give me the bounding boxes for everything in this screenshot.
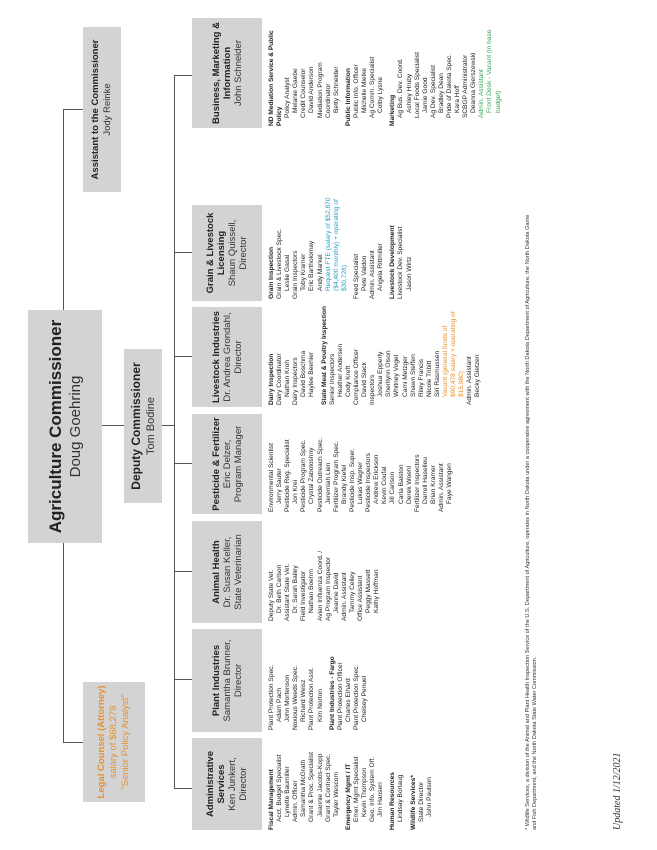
division-role: Program Manager (232, 425, 244, 503)
staff-entry: Emer. Mgmt Specialist (352, 756, 360, 822)
staff-entry: Sherilynn Olson (385, 350, 393, 397)
staff-entry: Samantha McGrath (300, 759, 308, 817)
staff-entry: Ashley Hruby (405, 73, 413, 113)
staff-entry: Leslie Gasal (284, 254, 292, 291)
staff-entry: Heather Andersen (336, 343, 344, 397)
division-title: Plant Industries (210, 644, 222, 717)
connector-div-1 (174, 679, 192, 680)
staff-entry: Jason Wirtz (405, 256, 413, 291)
division-role: State Veterinarian (232, 534, 244, 610)
staff-entry: Darrell Haselleu (421, 457, 429, 504)
fte-request-note: Request FTE (salary of $52,870 ($4,400 monthly) + operating of $30,728) (324, 197, 348, 291)
staff-entry: Pride of Dakota Spec. (445, 53, 453, 118)
staff-entry: Ag Comm. Specialist (369, 56, 377, 118)
division-head: Ken Junkert, (227, 757, 238, 811)
deputy-title: Deputy Commissioner (128, 362, 143, 490)
connector-top-horizontal-right (63, 110, 64, 310)
connector-assistant-drop (63, 109, 83, 110)
staff-entry: Kevin Coufal (381, 466, 389, 504)
deputy-name: Tom Bodine (144, 396, 157, 456)
staff-entry: Noxious Weeds Spec. (292, 665, 300, 730)
section-heading: Emergency Mgmt / IT (344, 763, 352, 830)
division-head: John Schneider (232, 39, 244, 107)
division-livestock-industries (192, 307, 262, 407)
staff-entry: Brian Kramer (429, 465, 437, 504)
assistant-box (83, 27, 121, 192)
staff-entry: Public Info. Officer (352, 64, 360, 118)
staff-entry: Plant Protection Officer (336, 662, 344, 730)
staff-entry: Mediation Program (316, 62, 324, 118)
staff-entry: Admin. Assistant (369, 250, 377, 299)
staff-entry: Admin. Assistant (437, 463, 445, 512)
staff-entry: Grant & Proc. Specialist (308, 752, 316, 822)
staff-entry: Kathy Hoffman (373, 569, 381, 613)
staff-entry: Riley Francis (417, 358, 425, 397)
division-role: Director (232, 663, 244, 698)
staff-entry: Bradley Dean (437, 73, 445, 113)
staff-entry: Lukas Wagner (357, 461, 365, 504)
pesticide-staff-list (268, 408, 454, 512)
staff-entry: Cody Kreft (344, 365, 352, 397)
staff-entry: Pete Valdon (361, 255, 369, 291)
staff-entry: Pesticide Inspectors (365, 452, 373, 512)
staff-entry: Joshua Epperly (377, 351, 385, 397)
commissioner-box (28, 310, 102, 543)
staff-entry: Plant Protection Spec. (352, 664, 360, 730)
staff-entry: Kevin Thompson (361, 767, 369, 817)
staff-entry: Inspectors (369, 374, 377, 405)
staff-entry: Jon Krei (292, 479, 300, 504)
commissioner-title: Agriculture Commissioner (46, 319, 65, 534)
section-heading: State Meat & Poultry Inspection (320, 306, 328, 405)
division-role: Director (238, 236, 249, 270)
staff-entry: Colby Lysne (377, 76, 385, 113)
staff-entry: John Paulson (425, 777, 433, 817)
division-role: Director (232, 340, 244, 374)
section-heading: Dairy Inspection (268, 353, 275, 405)
staff-entry: Faye Wangen (446, 463, 454, 504)
updated-date: Updated 1/12/2021 (612, 752, 623, 830)
staff-entry: Deputy State Vet. (268, 569, 275, 621)
staff-entry: Admin. Officer (292, 780, 300, 822)
connector-division-bus (174, 76, 175, 789)
staff-entry: Ag Program Inspector (324, 556, 332, 621)
staff-entry: Adam Pach (276, 687, 284, 722)
animal-staff-list (268, 517, 381, 621)
staff-entry: Andy Markel (316, 254, 324, 291)
legal-counsel-box (83, 682, 145, 802)
section-heading: Fiscal Management (268, 769, 275, 830)
division-title: Animal Health (210, 540, 222, 604)
staff-entry: Siri Rasmussen (433, 350, 441, 397)
staff-entry: Grain Inspectors (292, 250, 300, 299)
staff-entry: Nathan Boehm (308, 569, 316, 613)
staff-entry: Credit Counselor (300, 68, 308, 118)
staff-entry: Policy Analyst (284, 77, 292, 118)
staff-entry: Derek Woehl (405, 466, 413, 504)
division-title: Grain & Livestock Licensing (205, 212, 227, 294)
staff-entry: Dairy Inspectors (292, 357, 300, 405)
connector-div-4 (174, 356, 192, 357)
section-heading: Grain Inspection (268, 246, 275, 299)
connector-legal-drop (63, 742, 83, 743)
staff-entry: Melanie Gaebe (292, 68, 300, 113)
business-staff-list (268, 16, 503, 126)
staff-entry: Admin. Assistant (340, 572, 348, 621)
staff-entry: Plant Protection Spec. (268, 664, 275, 730)
division-plant-industries (192, 629, 262, 732)
staff-entry: Admin. Assistant (466, 356, 474, 405)
staff-entry: Jill Carlson (389, 471, 397, 504)
division-grain-livestock-licensing (192, 205, 262, 301)
staff-entry: Avian Influenza Coord. / (316, 550, 324, 621)
staff-entry: Ag Dev. Specialist (429, 64, 437, 118)
staff-entry: Nathan Kroh (284, 359, 292, 397)
staff-entry: Nicole Tribitt (425, 360, 433, 397)
division-business-marketing (192, 18, 262, 128)
staff-entry: Plant Protection Asst. (308, 667, 316, 730)
connector-div-3 (174, 463, 192, 464)
staff-entry: Jim Hansen (377, 782, 385, 817)
staff-entry: State Director (417, 781, 425, 822)
connector-div-2 (174, 571, 192, 572)
staff-entry: Fertilizer Program Spec. (332, 440, 340, 512)
staff-entry: David Slack (361, 362, 369, 397)
division-animal-health (192, 521, 262, 623)
vacant-position-note: Vacant (general funds of $90,478 salary + operating of $15,980) (441, 311, 466, 397)
staff-entry: John Mortenson (284, 674, 292, 722)
staff-entry: David Anderson (308, 66, 316, 113)
staff-entry: Field Investigator (300, 570, 308, 621)
commissioner-name: Doug Goehring (67, 375, 84, 478)
staff-entry: Geo. Info. System Off. (369, 756, 377, 822)
division-title: Business, Marketing & Information (210, 22, 233, 124)
division-title: Livestock Industries (210, 311, 222, 403)
connector-commissioner-deputy (102, 425, 124, 426)
staff-entry: Lindsay Borlaug (397, 774, 405, 822)
staff-entry: Grant & Contract Spec. (324, 753, 332, 822)
staff-entry: David Boschma (300, 350, 308, 397)
assistant-name: Jody Reinke (102, 83, 113, 136)
division-title: Administrative Services (205, 751, 227, 817)
staff-entry: Jamie Good (421, 77, 429, 113)
staff-entry: Ag Bus. Dev. Coord. (397, 58, 405, 118)
connector-div-6 (174, 75, 192, 76)
staff-entry: Carla Balston (397, 464, 405, 504)
staff-entry: Chelsey Penuel (361, 675, 369, 722)
division-administrative-services (192, 738, 262, 830)
staff-entry: Pesticide Reg. Specialist (284, 439, 292, 512)
staff-entry: Feed Specialist (352, 253, 360, 299)
staff-entry: Dairy Coordinator (276, 353, 284, 405)
staff-entry: Fertilizer Inspectors (413, 454, 421, 512)
staff-entry: SCBGP Administrator (462, 54, 470, 118)
staff-entry: Local Foods Specialist (413, 52, 421, 118)
section-heading: Human Resources (389, 772, 397, 830)
staff-entry: Richard Weisz (300, 679, 308, 722)
vacant-position-note: Front Desk - Vacant (in base budget) (486, 29, 502, 113)
connector-deputy-down (162, 425, 174, 426)
legal-salary: salary of $68,279 (108, 705, 119, 779)
staff-entry: Eric Bartholomay (308, 240, 316, 291)
staff-entry: Tayler Wescom (332, 772, 340, 817)
staff-entry: Haylee Beehler (308, 351, 316, 397)
staff-entry: Peggy Massett (365, 569, 373, 613)
section-heading: Wildlife Services* (409, 775, 417, 830)
staff-entry: Angela Rittmiller (377, 242, 385, 291)
staff-entry: Pesticide Outreach Spec. (316, 437, 324, 512)
staff-entry: Brandy Kiefel (340, 464, 348, 504)
staff-entry: Office Assistant (357, 575, 365, 621)
staff-entry: Kim Norton (316, 689, 324, 722)
wildlife-footnote: * Wildlife Services, a division of the Animal and Plant Health Inspection Service of the U.S. Department of Agriculture, operates in North Dakota under a cooperative agreement with the North Dakota Department of Agriculture, the North Dakota Game and Fish Department, and the North Dakota State Water Commission. (525, 214, 538, 830)
division-head: Dr. Susan Keller, (221, 536, 233, 608)
staff-entry: Dr. Beth Carlson (276, 564, 284, 613)
staff-entry: Acct. Budget Specialist (276, 754, 284, 822)
section-heading: Marketing (389, 94, 397, 126)
staff-entry: Crystal Zaboloshny (308, 447, 316, 504)
livestock-staff-list (268, 303, 482, 405)
legal-note: "Senior Policy Analyst" (120, 694, 131, 790)
division-pesticide-fertilizer (192, 414, 262, 514)
staff-entry: Becky Gietzen (474, 354, 482, 397)
staff-entry: Jeremiah Lien (324, 462, 332, 504)
admin-staff-list (268, 734, 434, 830)
legal-title: Legal Counsel (Attorney) (96, 685, 107, 799)
grain-staff-list (268, 197, 414, 299)
staff-entry: Andrew Erickson (373, 454, 381, 504)
division-head: Dr. Andrea Grondahl, (221, 312, 233, 402)
staff-entry: Betty Schneider (332, 66, 340, 113)
staff-entry: Tammy Celley (348, 571, 356, 613)
staff-entry: Grain & Livestock Spec. (276, 228, 284, 299)
section-heading: Public Information (344, 68, 352, 126)
division-head: Shaun Quissell, (227, 219, 238, 287)
staff-entry: Deanna Gierszewski (470, 52, 478, 113)
staff-entry: Coordinator (324, 83, 332, 118)
division-head: Samantha Brunner, (221, 639, 233, 722)
staff-entry: Shawn Steffen (409, 354, 417, 397)
staff-entry: Charles Elhard (344, 678, 352, 722)
deputy-box (124, 349, 162, 503)
division-title: Pesticide & Fertilizer (210, 417, 222, 511)
staff-entry: Senior Inspectors (328, 353, 336, 405)
staff-entry: Jerry Sauter (276, 468, 284, 504)
plant-staff-list (268, 626, 369, 730)
staff-entry: Michelle Mielke (361, 67, 369, 113)
staff-entry: Assistant State Vet. (284, 563, 292, 621)
connector-div-5 (174, 252, 192, 253)
division-head: Eric Delzer, (221, 439, 233, 489)
staff-entry: Jeanne David (332, 572, 340, 613)
staff-entry: Kara Hoff (454, 85, 462, 113)
staff-entry: Environmental Scientist (268, 443, 275, 512)
staff-entry: Livestock Dev. Specialist (397, 226, 405, 299)
staff-entry: Pesticide Insp. Super. (348, 448, 356, 512)
section-heading: Plant Industries - Fargo (328, 656, 336, 730)
section-heading: Livestock Development (389, 225, 397, 299)
section-heading: ND Mediation Service & Public Policy (268, 30, 284, 126)
staff-entry: Compliance Officer (352, 349, 360, 405)
staff-entry: Pesticide Program Spec. (300, 439, 308, 512)
connector-top-horizontal (63, 543, 64, 743)
staff-entry: Jeannie Jacobs-Kopp (316, 753, 324, 817)
assistant-title: Assistant to the Commissioner (90, 39, 101, 180)
staff-entry: Whitney Vogel (393, 354, 401, 397)
staff-entry: Lynette Baumiller (284, 766, 292, 817)
division-role: Director (238, 767, 249, 801)
staff-entry: Cami Metzger (401, 355, 409, 397)
staff-entry: Admin. Assistant (478, 69, 486, 118)
connector-div-0 (174, 788, 192, 789)
staff-entry: Dr. Sarah Bailey (292, 565, 300, 613)
staff-entry: Toby Kramer (300, 253, 308, 291)
